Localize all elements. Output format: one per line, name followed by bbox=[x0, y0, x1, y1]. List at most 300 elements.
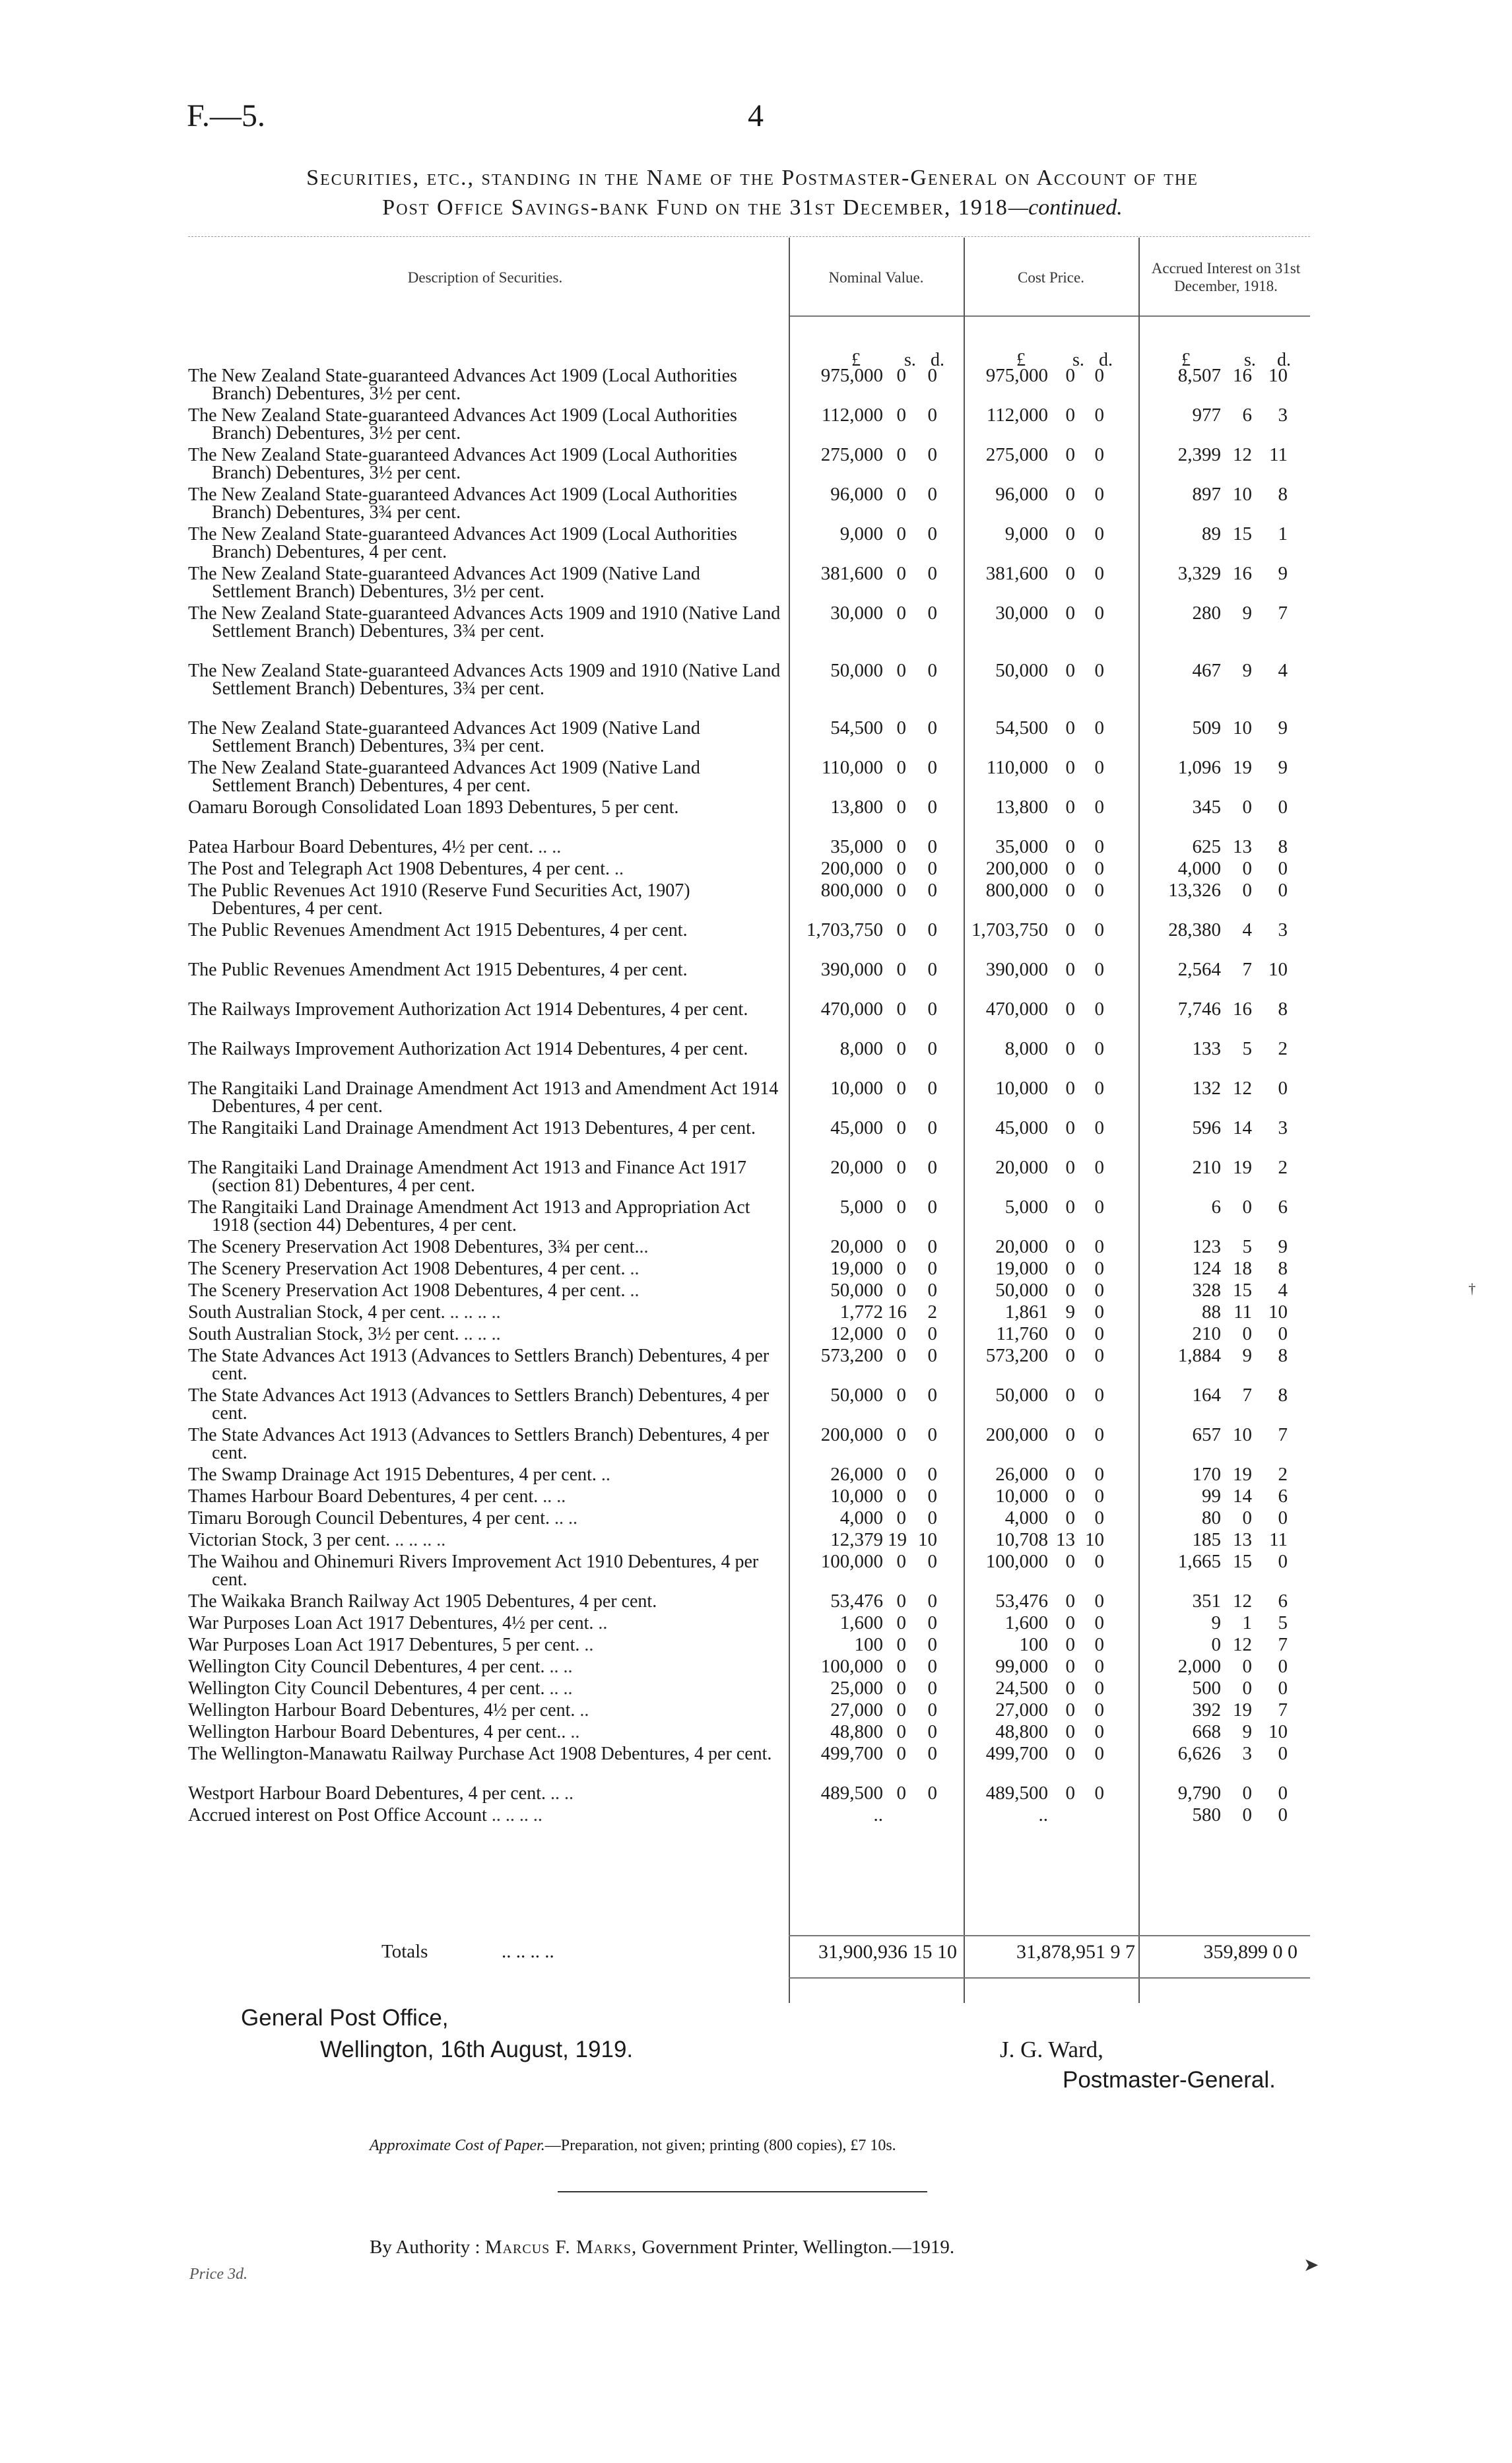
dot-leader: .. .. bbox=[544, 1657, 573, 1677]
cost-pounds: 800,000 bbox=[985, 880, 1048, 901]
nominal-shillings: 0 bbox=[896, 1038, 906, 1059]
cost-shillings: 9 bbox=[1065, 1301, 1075, 1323]
nominal-shillings: 0 bbox=[896, 444, 906, 465]
interest-pence: 10 bbox=[1268, 1721, 1288, 1742]
cost-pounds: 50,000 bbox=[995, 1280, 1048, 1301]
interest-pence: 10 bbox=[1268, 959, 1288, 980]
nominal-pence: 0 bbox=[927, 1078, 937, 1099]
cost-pounds: 200,000 bbox=[985, 858, 1048, 879]
interest-pounds: 123 bbox=[1192, 1236, 1221, 1257]
cost-pence: 0 bbox=[1094, 1699, 1104, 1721]
nominal-pounds: 200,000 bbox=[820, 858, 883, 879]
nominal-shillings: 0 bbox=[896, 919, 906, 940]
cost-pounds: 110,000 bbox=[986, 757, 1048, 778]
unit-pound-cost: £ bbox=[1016, 350, 1026, 370]
nominal-pence: 0 bbox=[927, 1157, 937, 1178]
nominal-shillings: 0 bbox=[896, 603, 906, 624]
interest-pence: 8 bbox=[1278, 999, 1288, 1020]
interest-pounds: 351 bbox=[1192, 1591, 1221, 1612]
nominal-shillings: 0 bbox=[896, 563, 906, 584]
cost-pence: 0 bbox=[1094, 563, 1104, 584]
security-description: Accrued interest on Post Office Account .. .. .. .. bbox=[188, 1805, 542, 1825]
cost-note bbox=[370, 2137, 896, 2155]
interest-pence: 0 bbox=[1278, 1323, 1288, 1344]
security-description: The State Advances Act 1913 (Advances to Settlers Branch) Debentures, 4 per cent. bbox=[188, 1346, 770, 1384]
interest-pounds: 133 bbox=[1192, 1038, 1221, 1059]
interest-pounds: 1,884 bbox=[1177, 1345, 1221, 1366]
interest-shillings: 14 bbox=[1233, 1486, 1252, 1507]
interest-shillings: 12 bbox=[1233, 444, 1252, 465]
security-description: The Public Revenues Amendment Act 1915 Debentures, 4 per cent. bbox=[188, 960, 688, 980]
interest-pence: 3 bbox=[1278, 919, 1288, 940]
cost-shillings: 0 bbox=[1065, 1424, 1075, 1445]
cost-pounds: 489,500 bbox=[985, 1783, 1048, 1804]
cost-pence: 0 bbox=[1094, 660, 1104, 681]
cost-pence: 0 bbox=[1094, 1507, 1104, 1528]
security-description: The Rangitaiki Land Drainage Amendment Act 1913 and Appropriation Act 1918 (section 44) Debentures, 4 per cent. bbox=[188, 1197, 750, 1235]
nominal-shillings: 0 bbox=[896, 1385, 906, 1406]
title-continued: —continued. bbox=[1008, 195, 1123, 220]
cost-pence: 0 bbox=[1094, 858, 1104, 879]
nominal-pounds: 10,000 bbox=[830, 1486, 883, 1507]
nominal-pounds: 50,000 bbox=[830, 660, 883, 681]
nominal-pounds: 110,000 bbox=[821, 757, 883, 778]
interest-shillings: 12 bbox=[1233, 1634, 1252, 1655]
security-description: The Scenery Preservation Act 1908 Debentures, 4 per cent. .. bbox=[188, 1259, 640, 1279]
nominal-shillings: 0 bbox=[896, 1078, 906, 1099]
cost-shillings: 0 bbox=[1065, 1117, 1075, 1138]
security-description: The Rangitaiki Land Drainage Amendment Act 1913 and Amendment Act 1914 Debentures, 4 per cent. bbox=[188, 1078, 779, 1117]
interest-shillings: 19 bbox=[1233, 1464, 1252, 1485]
interest-pence: 7 bbox=[1278, 1699, 1288, 1721]
interest-pounds: 500 bbox=[1192, 1678, 1221, 1699]
cost-shillings: 0 bbox=[1065, 797, 1075, 818]
cost-shillings: 0 bbox=[1065, 1551, 1075, 1572]
interest-shillings: 13 bbox=[1233, 1529, 1252, 1550]
cost-shillings: 0 bbox=[1065, 405, 1075, 426]
nominal-pence: 0 bbox=[927, 365, 937, 386]
nominal-shillings: 0 bbox=[896, 1464, 906, 1485]
cost-pounds: 8,000 bbox=[1004, 1038, 1048, 1059]
nominal-pence: 0 bbox=[927, 563, 937, 584]
interest-pence: 11 bbox=[1269, 444, 1288, 465]
security-description: Thames Harbour Board Debentures, 4 per cent. .. .. bbox=[188, 1486, 566, 1507]
interest-shillings: 12 bbox=[1233, 1591, 1252, 1612]
nominal-pounds: 112,000 bbox=[821, 405, 883, 426]
nominal-pounds: 10,000 bbox=[830, 1078, 883, 1099]
cost-pounds: 1,600 bbox=[1004, 1612, 1048, 1633]
interest-pence: 0 bbox=[1278, 858, 1288, 879]
cost-pounds: 26,000 bbox=[995, 1464, 1048, 1485]
nominal-shillings: 0 bbox=[896, 858, 906, 879]
nominal-shillings: 0 bbox=[896, 1424, 906, 1445]
authority-suffix: Government Printer, Wellington.—1919. bbox=[641, 2237, 955, 2258]
interest-pounds: 80 bbox=[1202, 1507, 1221, 1528]
unit-shilling-nominal: s. bbox=[904, 350, 916, 370]
security-description: The New Zealand State-guaranteed Advances Act 1909 (Native Land Settlement Branch) Debentures, 3½ per cent. bbox=[188, 564, 700, 602]
dot-leader: .. .. bbox=[546, 1783, 574, 1804]
nominal-shillings: 0 bbox=[896, 1507, 906, 1528]
cost-pence: 0 bbox=[1094, 1345, 1104, 1366]
nominal-pounds: 975,000 bbox=[820, 365, 883, 386]
nominal-pence: 0 bbox=[927, 603, 937, 624]
security-description: The Post and Telegraph Act 1908 Debentures, 4 per cent. .. bbox=[188, 859, 624, 879]
cost-shillings: 0 bbox=[1065, 1634, 1075, 1655]
cost-shillings: 0 bbox=[1065, 1678, 1075, 1699]
security-description: The State Advances Act 1913 (Advances to Settlers Branch) Debentures, 4 per cent. bbox=[188, 1425, 770, 1463]
dot-leader: .. .. .. bbox=[459, 1324, 501, 1344]
cost-shillings: 0 bbox=[1065, 660, 1075, 681]
interest-pounds: 210 bbox=[1192, 1157, 1221, 1178]
nominal-pence: 0 bbox=[927, 1197, 937, 1218]
cost-shillings: 0 bbox=[1065, 1345, 1075, 1366]
interest-shillings: 4 bbox=[1242, 919, 1252, 940]
interest-pence: 9 bbox=[1278, 1236, 1288, 1257]
cost-pence: 10 bbox=[1085, 1529, 1104, 1550]
security-description: The Railways Improvement Authorization Act 1914 Debentures, 4 per cent. bbox=[188, 1039, 748, 1059]
nominal-shillings: 16 bbox=[888, 1301, 907, 1323]
cost-shillings: 0 bbox=[1065, 757, 1075, 778]
cost-pence: 0 bbox=[1094, 405, 1104, 426]
interest-pounds: 28,380 bbox=[1168, 919, 1221, 940]
interest-pounds: 2,399 bbox=[1177, 444, 1221, 465]
interest-pence: 4 bbox=[1278, 1280, 1288, 1301]
nominal-pence: 0 bbox=[927, 1464, 937, 1485]
nominal-pounds: 53,476 bbox=[830, 1591, 883, 1612]
interest-shillings: 16 bbox=[1233, 999, 1252, 1020]
cost-shillings: 0 bbox=[1065, 563, 1075, 584]
security-description: The New Zealand State-guaranteed Advances Act 1909 (Native Land Settlement Branch) Debentures, 3¾ per cent. bbox=[188, 718, 700, 756]
cost-pounds: 11,760 bbox=[996, 1323, 1048, 1344]
authority-prefix: By Authority : bbox=[370, 2237, 480, 2258]
interest-pounds: 2,000 bbox=[1177, 1656, 1221, 1677]
cost-shillings: 0 bbox=[1065, 1486, 1075, 1507]
nominal-shillings: 0 bbox=[896, 1117, 906, 1138]
footer-rule bbox=[558, 2191, 927, 2192]
interest-pounds: 625 bbox=[1192, 836, 1221, 857]
cost-shillings: 0 bbox=[1065, 717, 1075, 739]
security-description: The New Zealand State-guaranteed Advances Acts 1909 and 1910 (Native Land Settlement Branch) Debentures, 3¾ per cent. bbox=[188, 603, 781, 641]
dot-leader: .. .. bbox=[538, 1486, 566, 1507]
nominal-pounds: 499,700 bbox=[820, 1743, 883, 1764]
interest-pence: 2 bbox=[1278, 1038, 1288, 1059]
interest-shillings: 6 bbox=[1242, 405, 1252, 426]
security-description: The Public Revenues Amendment Act 1915 Debentures, 4 per cent. bbox=[188, 920, 688, 940]
cost-pence: 0 bbox=[1094, 603, 1104, 624]
cost-shillings: 0 bbox=[1065, 919, 1075, 940]
interest-pounds: 164 bbox=[1192, 1385, 1221, 1406]
interest-shillings: 15 bbox=[1233, 1280, 1252, 1301]
cost-pence: 0 bbox=[1094, 880, 1104, 901]
cost-pounds: 499,700 bbox=[985, 1743, 1048, 1764]
nominal-pence: 0 bbox=[927, 1634, 937, 1655]
cost-pence: 0 bbox=[1094, 1385, 1104, 1406]
cost-shillings: 0 bbox=[1065, 1721, 1075, 1742]
unit-pence-nominal: d. bbox=[931, 350, 944, 370]
nominal-shillings: 0 bbox=[896, 405, 906, 426]
interest-pounds: 580 bbox=[1192, 1804, 1221, 1825]
unit-pence-cost: d. bbox=[1099, 350, 1113, 370]
nominal-pounds: 381,600 bbox=[820, 563, 883, 584]
interest-shillings: 9 bbox=[1242, 603, 1252, 624]
printer-authority bbox=[370, 2237, 954, 2258]
cost-pence: 0 bbox=[1094, 1656, 1104, 1677]
security-description: The New Zealand State-guaranteed Advances Acts 1909 and 1910 (Native Land Settlement Branch) Debentures, 3¾ per cent. bbox=[188, 661, 781, 699]
nominal-pence: 0 bbox=[927, 717, 937, 739]
nominal-shillings: 0 bbox=[896, 484, 906, 505]
cost-pounds: 45,000 bbox=[995, 1117, 1048, 1138]
cost-shillings: 0 bbox=[1065, 1385, 1075, 1406]
unit-pound-nominal: £ bbox=[851, 350, 861, 370]
cost-pounds: 35,000 bbox=[995, 836, 1048, 857]
cost-pounds: 390,000 bbox=[985, 959, 1048, 980]
interest-pence: 11 bbox=[1269, 1529, 1288, 1550]
security-description: War Purposes Loan Act 1917 Debentures, 5 per cent. .. bbox=[188, 1635, 594, 1655]
page-number: 4 bbox=[748, 98, 764, 133]
cost-shillings: 0 bbox=[1065, 365, 1075, 386]
cost-pounds: 1,703,750 bbox=[971, 919, 1048, 940]
nominal-pence: 0 bbox=[927, 919, 937, 940]
cost-pounds: 9,000 bbox=[1004, 523, 1048, 544]
interest-shillings: 0 bbox=[1242, 1678, 1252, 1699]
unit-pence-interest: d. bbox=[1277, 350, 1291, 370]
interest-shillings: 19 bbox=[1233, 1699, 1252, 1721]
interest-pence: 8 bbox=[1278, 1345, 1288, 1366]
interest-pence: 2 bbox=[1278, 1157, 1288, 1178]
interest-pence: 10 bbox=[1268, 365, 1288, 386]
nominal-shillings: 0 bbox=[896, 1743, 906, 1764]
interest-shillings: 9 bbox=[1242, 1721, 1252, 1742]
nominal-pounds: 470,000 bbox=[820, 999, 883, 1020]
totals-leader: .. .. .. .. bbox=[502, 1941, 554, 1962]
nominal-pence: 0 bbox=[927, 880, 937, 901]
interest-pence: 6 bbox=[1278, 1591, 1288, 1612]
interest-pence: 0 bbox=[1278, 1507, 1288, 1528]
nominal-pence: 0 bbox=[927, 1258, 937, 1279]
nominal-pounds: 26,000 bbox=[830, 1464, 883, 1485]
header-top-rule bbox=[188, 236, 1310, 237]
nominal-shillings: 0 bbox=[896, 523, 906, 544]
interest-shillings: 19 bbox=[1233, 757, 1252, 778]
interest-shillings: 10 bbox=[1233, 717, 1252, 739]
cost-pence: 0 bbox=[1094, 1721, 1104, 1742]
cost-pence: 0 bbox=[1094, 1280, 1104, 1301]
cost-pounds: 1,861 bbox=[1004, 1301, 1048, 1323]
interest-shillings: 0 bbox=[1242, 797, 1252, 818]
security-description: Westport Harbour Board Debentures, 4 per cent. .. .. bbox=[188, 1783, 574, 1804]
interest-pence: 0 bbox=[1278, 797, 1288, 818]
cost-pounds: 975,000 bbox=[985, 365, 1048, 386]
unit-shilling-interest: s. bbox=[1244, 350, 1256, 370]
totals-interest: 359,899 0 0 bbox=[1203, 1941, 1298, 1963]
cost-shillings: 0 bbox=[1065, 1078, 1075, 1099]
cost-shillings: 0 bbox=[1065, 1507, 1075, 1528]
security-description: The New Zealand State-guaranteed Advances Act 1909 (Local Authorities Branch) Debentures, 3½ per cent. bbox=[188, 445, 737, 483]
cost-pence: 0 bbox=[1094, 1197, 1104, 1218]
interest-pounds: 124 bbox=[1192, 1258, 1221, 1279]
interest-pence: 6 bbox=[1278, 1486, 1288, 1507]
cost-pounds: 30,000 bbox=[995, 603, 1048, 624]
interest-pence: 0 bbox=[1278, 1804, 1288, 1825]
nominal-pence: 2 bbox=[927, 1301, 937, 1323]
cost-pounds: 4,000 bbox=[1004, 1507, 1048, 1528]
cost-shillings: 0 bbox=[1065, 1783, 1075, 1804]
interest-shillings: 0 bbox=[1242, 880, 1252, 901]
dot-leader: .. .. bbox=[533, 837, 562, 857]
cost-shillings: 0 bbox=[1065, 523, 1075, 544]
interest-shillings: 13 bbox=[1233, 836, 1252, 857]
cost-shillings: 0 bbox=[1065, 444, 1075, 465]
nominal-pounds: 13,800 bbox=[830, 797, 883, 818]
nominal-pounds: 100,000 bbox=[820, 1551, 883, 1572]
nominal-shillings: 0 bbox=[896, 1280, 906, 1301]
interest-pence: 1 bbox=[1278, 523, 1288, 544]
bullet-mark: ➤ bbox=[1303, 2255, 1319, 2276]
nominal-pence: 0 bbox=[927, 1678, 937, 1699]
nominal-pence: 0 bbox=[927, 757, 937, 778]
interest-pounds: 280 bbox=[1192, 603, 1221, 624]
cost-note-text: —Preparation, not given; printing (800 copies), £7 10s. bbox=[544, 2137, 896, 2154]
nominal-pounds: 8,000 bbox=[839, 1038, 883, 1059]
dot-leader: .. bbox=[593, 1613, 608, 1633]
cost-pence: 0 bbox=[1094, 484, 1104, 505]
interest-pence: 8 bbox=[1278, 484, 1288, 505]
cost-pounds: 5,000 bbox=[1004, 1197, 1048, 1218]
interest-shillings: 15 bbox=[1233, 1551, 1252, 1572]
nominal-pounds: 100 bbox=[854, 1634, 883, 1655]
dot-leader: .. bbox=[575, 1700, 589, 1721]
cost-pence: 0 bbox=[1094, 365, 1104, 386]
nominal-pence: 0 bbox=[927, 1117, 937, 1138]
cost-pence: 0 bbox=[1094, 523, 1104, 544]
authority-printer: Marcus F. Marks, bbox=[484, 2237, 638, 2258]
signoff-place-date: Wellington, 16th August, 1919. bbox=[320, 2037, 634, 2062]
cost-pounds: 54,500 bbox=[995, 717, 1048, 739]
nominal-pounds: 45,000 bbox=[830, 1117, 883, 1138]
nominal-shillings: 0 bbox=[896, 365, 906, 386]
interest-shillings: 0 bbox=[1242, 1804, 1252, 1825]
cost-pence: 0 bbox=[1094, 1783, 1104, 1804]
interest-pence: 0 bbox=[1278, 1078, 1288, 1099]
column-header-description: Description of Securities. bbox=[407, 269, 563, 286]
cost-pounds: 10,000 bbox=[995, 1078, 1048, 1099]
interest-pence: 0 bbox=[1278, 1783, 1288, 1804]
interest-pence: 3 bbox=[1278, 1117, 1288, 1138]
nominal-pounds: 573,200 bbox=[820, 1345, 883, 1366]
security-description: Wellington City Council Debentures, 4 per cent. .. .. bbox=[188, 1657, 573, 1677]
interest-pounds: 657 bbox=[1192, 1424, 1221, 1445]
signoff-role: Postmaster-General. bbox=[1063, 2067, 1276, 2093]
interest-pounds: 0 bbox=[1211, 1634, 1221, 1655]
nominal-pence: 0 bbox=[927, 1280, 937, 1301]
cost-pounds: 50,000 bbox=[995, 660, 1048, 681]
interest-pounds: 977 bbox=[1192, 405, 1221, 426]
nominal-shillings: 0 bbox=[896, 1197, 906, 1218]
nominal-pence: 0 bbox=[927, 1507, 937, 1528]
signoff-office: General Post Office, bbox=[241, 2005, 449, 2031]
interest-pence: 3 bbox=[1278, 405, 1288, 426]
nominal-pounds: 390,000 bbox=[820, 959, 883, 980]
nominal-pence: 0 bbox=[927, 1743, 937, 1764]
cost-pounds: 100,000 bbox=[985, 1551, 1048, 1572]
interest-pence: 0 bbox=[1278, 1678, 1288, 1699]
interest-pence: 9 bbox=[1278, 717, 1288, 739]
interest-shillings: 18 bbox=[1233, 1258, 1252, 1279]
security-description: South Australian Stock, 4 per cent. .. .. .. .. bbox=[188, 1302, 501, 1323]
interest-pence: 9 bbox=[1278, 757, 1288, 778]
cost-pence: 0 bbox=[1094, 1486, 1104, 1507]
nominal-pounds: 48,800 bbox=[830, 1721, 883, 1742]
nominal-pence: 0 bbox=[927, 999, 937, 1020]
nominal-pounds: 96,000 bbox=[830, 484, 883, 505]
interest-pence: 7 bbox=[1278, 1634, 1288, 1655]
cost-pence: 0 bbox=[1094, 1634, 1104, 1655]
interest-shillings: 1 bbox=[1242, 1612, 1252, 1633]
totals-cost: 31,878,951 9 7 bbox=[1016, 1941, 1135, 1963]
nominal-pounds: .. bbox=[873, 1804, 883, 1825]
interest-shillings: 0 bbox=[1242, 1197, 1252, 1218]
nominal-pounds: 4,000 bbox=[839, 1507, 883, 1528]
cost-pence: 0 bbox=[1094, 1038, 1104, 1059]
cost-pence: 0 bbox=[1094, 1612, 1104, 1633]
interest-pounds: 467 bbox=[1192, 660, 1221, 681]
interest-pence: 0 bbox=[1278, 1743, 1288, 1764]
security-description: South Australian Stock, 3½ per cent. .. .. .. bbox=[188, 1324, 501, 1344]
interest-pounds: 328 bbox=[1192, 1280, 1221, 1301]
cost-pence: 0 bbox=[1094, 999, 1104, 1020]
cost-pence: 0 bbox=[1094, 1464, 1104, 1485]
nominal-pounds: 1,772 bbox=[839, 1301, 883, 1323]
cost-shillings: 0 bbox=[1065, 880, 1075, 901]
cost-pounds: 19,000 bbox=[995, 1258, 1048, 1279]
dot-leader: .. bbox=[610, 859, 624, 879]
interest-pence: 7 bbox=[1278, 1424, 1288, 1445]
cost-shillings: 0 bbox=[1065, 1464, 1075, 1485]
nominal-pounds: 9,000 bbox=[839, 523, 883, 544]
nominal-pence: 0 bbox=[927, 858, 937, 879]
cost-shillings: 0 bbox=[1065, 1656, 1075, 1677]
interest-pounds: 4,000 bbox=[1177, 858, 1221, 879]
title-line-1: Securities, etc., standing in the Name of the Postmaster-General on Account of the bbox=[306, 166, 1199, 190]
interest-pounds: 345 bbox=[1192, 797, 1221, 818]
security-description: The State Advances Act 1913 (Advances to Settlers Branch) Debentures, 4 per cent. bbox=[188, 1385, 770, 1424]
nominal-pence: 0 bbox=[927, 660, 937, 681]
security-description: Timaru Borough Council Debentures, 4 per cent. .. .. bbox=[188, 1508, 577, 1528]
nominal-shillings: 0 bbox=[896, 1699, 906, 1721]
nominal-pence: 0 bbox=[927, 444, 937, 465]
nominal-pence: 10 bbox=[918, 1529, 937, 1550]
security-description: The Scenery Preservation Act 1908 Debentures, 4 per cent. .. bbox=[188, 1280, 640, 1301]
dot-leader: .. bbox=[625, 1280, 640, 1301]
interest-pounds: 99 bbox=[1202, 1486, 1221, 1507]
nominal-pence: 0 bbox=[927, 523, 937, 544]
dot-leader: .. .. bbox=[544, 1678, 573, 1699]
interest-pounds: 1,096 bbox=[1177, 757, 1221, 778]
interest-shillings: 15 bbox=[1233, 523, 1252, 544]
interest-pounds: 9 bbox=[1211, 1612, 1221, 1633]
nominal-shillings: 0 bbox=[896, 660, 906, 681]
cost-pounds: 24,500 bbox=[995, 1678, 1048, 1699]
nominal-shillings: 0 bbox=[896, 1656, 906, 1677]
cost-pence: 0 bbox=[1094, 959, 1104, 980]
dot-leader: .. bbox=[639, 1237, 649, 1257]
title-line-2 bbox=[132, 193, 1373, 222]
nominal-pence: 0 bbox=[927, 1551, 937, 1572]
nominal-pence: 0 bbox=[927, 1385, 937, 1406]
interest-pounds: 13,326 bbox=[1168, 880, 1221, 901]
interest-shillings: 14 bbox=[1233, 1117, 1252, 1138]
nominal-shillings: 0 bbox=[896, 1591, 906, 1612]
